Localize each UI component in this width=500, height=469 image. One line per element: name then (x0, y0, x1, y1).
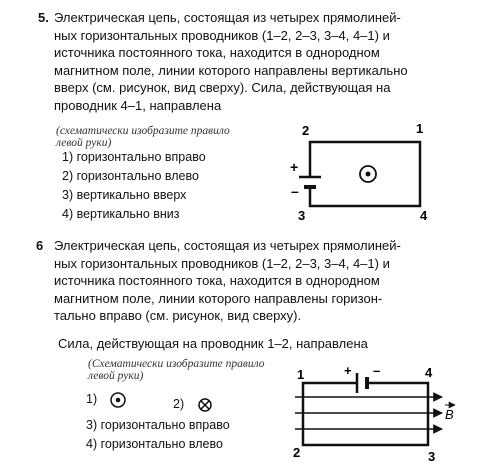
problem6-line: магнитном поле, линии которого направлены горизон- (54, 290, 383, 306)
problem5-line: проводник 4–1, направлена (54, 97, 222, 113)
node-label-1: 1 (416, 121, 424, 136)
field-out-of-page-icon (109, 391, 127, 409)
node-label-1: 1 (297, 367, 305, 382)
problem5-line: ных горизонтальных проводников (1–2, 2–3, 3–4, 4–1) и (54, 27, 390, 43)
node-label-2: 2 (293, 445, 301, 460)
node-label-3: 3 (428, 449, 436, 464)
minus-sign: – (373, 363, 381, 378)
problem6-text (54, 237, 494, 325)
problem5-option-4[interactable]: 4) вертикально вниз (62, 207, 180, 221)
problem6-hint: (Схематически изобразите правило левой руки) (88, 358, 265, 382)
problem5-number: 5. (38, 10, 49, 25)
circuit-wire (303, 383, 428, 445)
field-vector-label: B (445, 407, 454, 422)
problem6-line: Электрическая цепь, состоящая из четырех прямолиней- (54, 238, 401, 253)
node-label-3: 3 (298, 208, 306, 223)
problem6-question: Сила, действующая на проводник 1–2, направлена (58, 336, 368, 351)
problem5-text (54, 9, 494, 114)
problem5-line: магнитном поле, линии которого направлены вертикально (54, 62, 408, 78)
problem5-circuit-diagram (270, 120, 450, 225)
minus-sign: – (291, 183, 299, 199)
problem5-options (62, 148, 206, 224)
problem6-circuit-diagram (285, 363, 460, 465)
problem5-option-2[interactable]: 2) горизонтально влево (62, 169, 199, 183)
node-label-2: 2 (302, 123, 310, 138)
problem6-option-2[interactable]: 2) (173, 397, 185, 411)
problem5-line: вверх (см. рисунок, вид сверху). Сила, действующая на (54, 80, 391, 95)
problem6-option-3[interactable]: 3) горизонтально вправо (86, 418, 230, 432)
problem5-line: источника постоянного тока, находится в однородном (54, 45, 380, 60)
problem6-number: 6 (36, 238, 44, 253)
plus-sign: + (290, 159, 299, 175)
problem6-option-4[interactable]: 4) горизонтально влево (86, 437, 223, 451)
problem6-line: тально вправо (см. рисунок, вид сверху). (54, 308, 302, 323)
field-into-page-icon (197, 397, 213, 413)
field-dot (366, 172, 371, 177)
plus-sign: + (344, 363, 352, 378)
problem6-line: источника постоянного тока, находится в однородном (54, 273, 380, 288)
problem5-option-3[interactable]: 3) вертикально вверх (62, 188, 187, 202)
problem6-option-1[interactable]: 1) (86, 392, 98, 406)
problem5-hint: (схематически изобразите правило левой руки) (56, 125, 230, 149)
problem5-option-1[interactable]: 1) горизонтально вправо (62, 150, 206, 164)
circuit-wire (310, 142, 420, 206)
node-label-4: 4 (420, 208, 428, 223)
problem6-line: ных горизонтальных проводников (1–2, 2–3, 3–4, 4–1) и (54, 255, 390, 271)
node-label-4: 4 (425, 365, 433, 380)
problem5-line: Электрическая цепь, состоящая из четырех прямолиней- (54, 10, 401, 25)
